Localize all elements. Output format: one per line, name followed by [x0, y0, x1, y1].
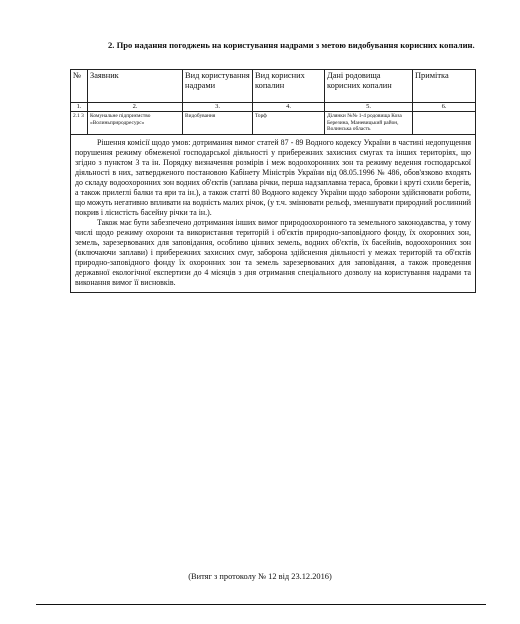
- permits-table: [70, 69, 476, 293]
- column-number: 5.: [325, 103, 413, 112]
- column-number: 4.: [253, 103, 325, 112]
- column-number-row: [71, 103, 476, 112]
- row-number: 2.1 3: [71, 112, 88, 135]
- header-applicant: Заявник: [88, 70, 183, 103]
- column-number: 2.: [88, 103, 183, 112]
- row-deposit-data: Ділянки №№ 1-4 родовища Коза Березина, Маневицький район, Волинська область: [325, 112, 413, 135]
- decision-paragraph: Також має бути забезпечено дотримання інших вимог природоохоронного та земельного законодавства, у тому числі щодо режиму охорони та використання територій і об'єктів природно-заповідного фонду, їх охоронних зон, земель, зарезервованих для заповідання, особливо цінних земель, водних об'єктів, їх басейнів, водоохоронних зон (включаючи заплави) і прибережних захисних смуг, заборона здійснення діяльності у межах територій та об'єктів природно-заповідного фонду їх охоронних зон та земель зарезервованих для заповідання, а також проведення державної екологічної експертизи до 4 місяців з дня отримання спеціального дозволу на користування надрами та виконання вимог її висновків.: [75, 217, 471, 287]
- header-deposit-data: Дані родовища корисних копалин: [325, 70, 413, 103]
- row-applicant: Комунальне підприємство «Волиньприродресурс»: [88, 112, 183, 135]
- header-note: Примітка: [413, 70, 476, 103]
- column-number: 1.: [71, 103, 88, 112]
- section-heading: 2. Про надання погоджень на користування надрами з метою видобування корисних копалин.: [108, 40, 475, 50]
- decision-row: [71, 134, 476, 292]
- bottom-divider: [36, 604, 486, 605]
- commission-decision: [71, 134, 476, 292]
- row-usage-type: Видобування: [183, 112, 253, 135]
- table-row: [71, 112, 476, 135]
- decision-paragraph: Рішення комісії щодо умов: дотримання вимог статей 87 - 89 Водного кодексу України в частині недопущення порушення режиму обмеженої господарської діяльності у прибережних захисних смугах та інших територіях, що згідно з пунктом 3 та ін. Порядку визначення розмірів і меж водоохоронних зон та режиму ведення господарської діяльності в них, затвердженого постановою Кабінету Міністрів України від 08.05.1996 № 486, обов'язково входять до складу водоохоронних зон водних об'єктів (заплава річки, перша надзаплавна тераса, бровки і круті схили берегів, а також прилеглі балки та яри та ін.), а також статті 80 Водного кодексу України щодо заборони здійснювати роботи, що можуть негативно впливати на водність малих річок, (у т.ч. змінювати рельєф, зменшувати природний рослинний покрив і лісистість басейну річки та ін.).: [75, 137, 471, 217]
- header-number: №: [71, 70, 88, 103]
- header-usage-type: Вид користування надрами: [183, 70, 253, 103]
- header-mineral-type: Вид корисних копалин: [253, 70, 325, 103]
- row-mineral-type: Торф: [253, 112, 325, 135]
- column-number: 6.: [413, 103, 476, 112]
- column-number: 3.: [183, 103, 253, 112]
- protocol-footer: (Витяг з протоколу № 12 від 23.12.2016): [188, 572, 332, 581]
- table-header-row: [71, 70, 476, 103]
- row-note: [413, 112, 476, 135]
